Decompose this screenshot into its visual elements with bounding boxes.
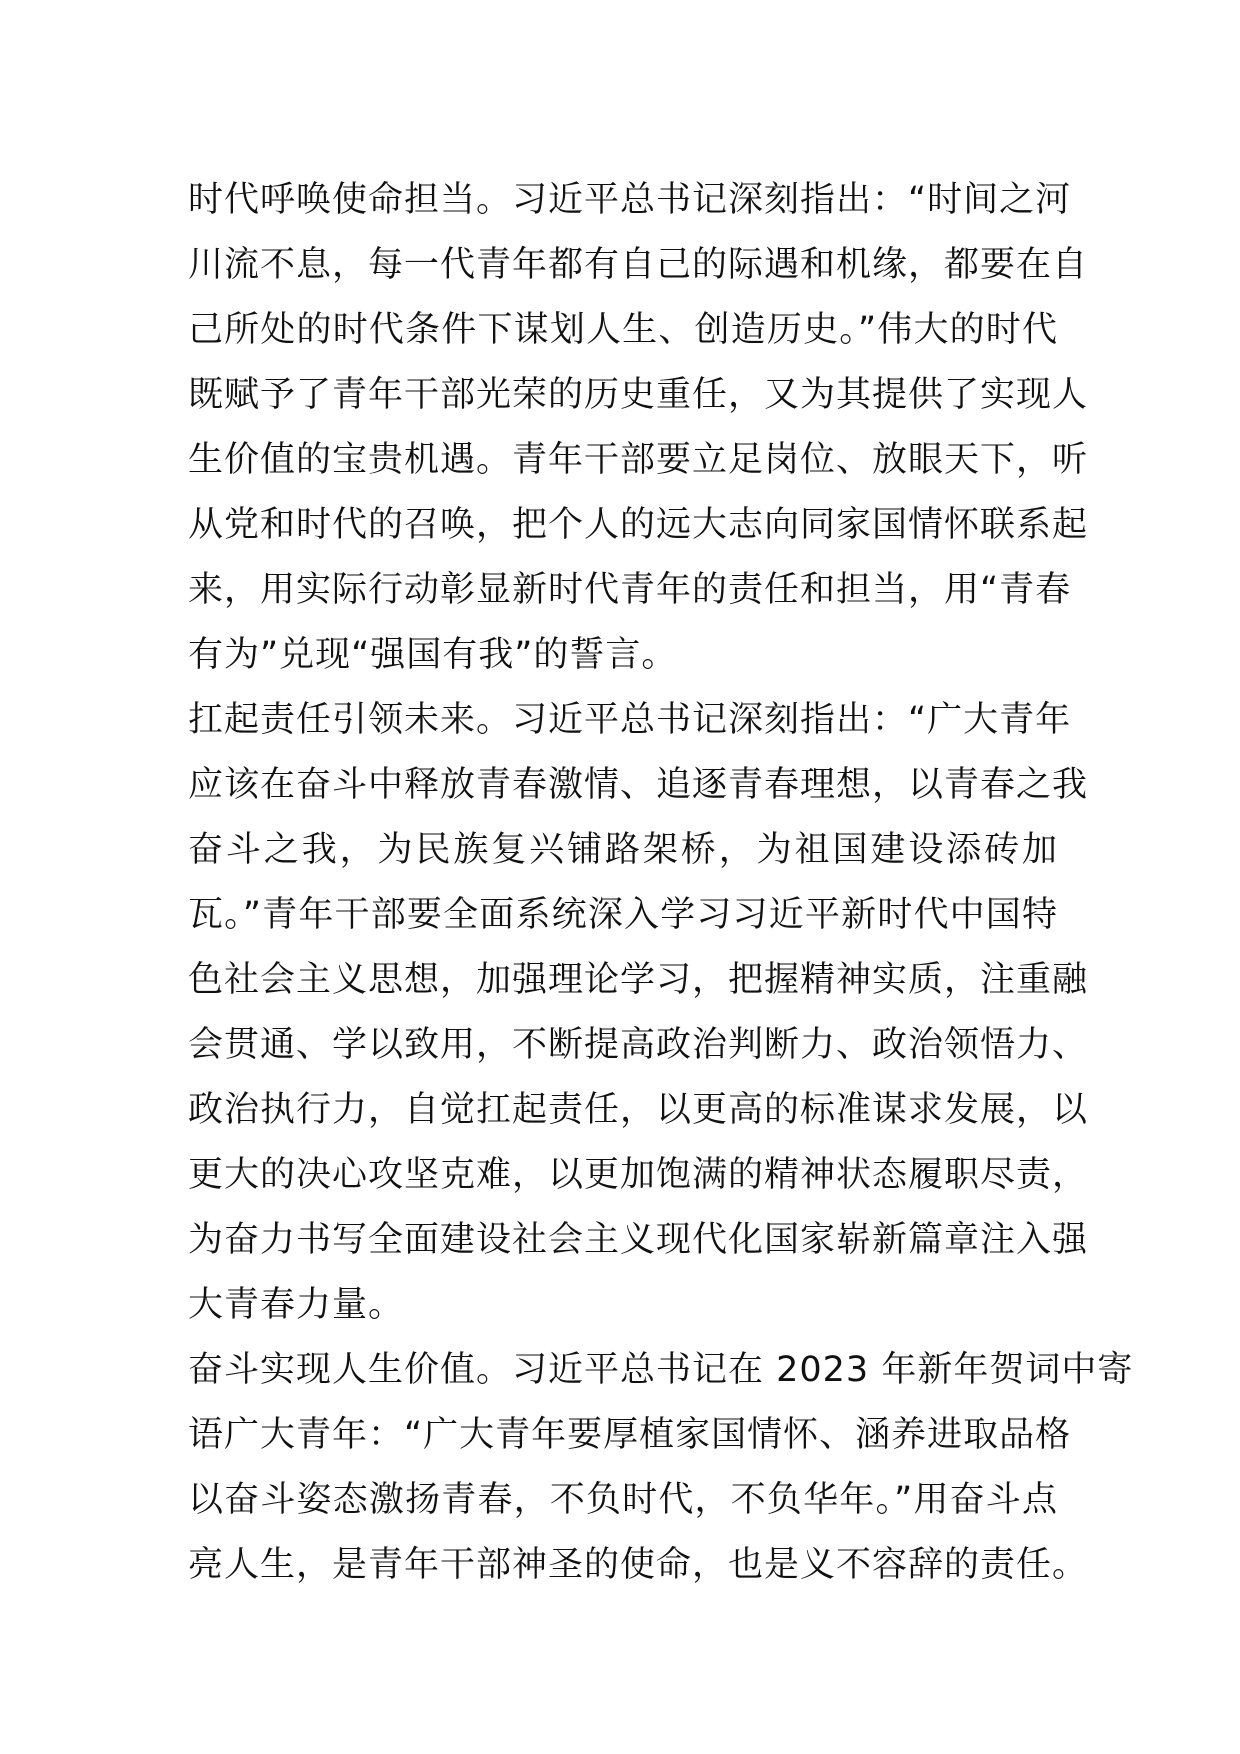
paragraph-line: 语广大青年：“广大青年要厚植家国情怀、涵养进取品格 (188, 1415, 1072, 1455)
paragraph-line: 时代呼唤使命担当。习近平总书记深刻指出：“时间之河 (188, 180, 1072, 220)
paragraph-line: 既赋予了青年干部光荣的历史重任，又为其提供了实现人 (188, 375, 1089, 415)
paragraph-line: 政治执行力，自觉扛起责任，以更高的标准谋求发展，以 (188, 1090, 1089, 1130)
paragraph-line: 应该在奋斗中释放青春激情、追逐青春理想，以青春之我 (188, 765, 1089, 805)
paragraph-line: 奋斗实现人生价值。习近平总书记在 2023 年新年贺词中寄 (188, 1350, 1134, 1390)
paragraph-line: 以奋斗姿态激扬青春，不负时代，不负华年。”用奋斗点 (188, 1480, 1058, 1520)
paragraph-line: 更大的决心攻坚克难，以更加饱满的精神状态履职尽责， (188, 1155, 1089, 1195)
paragraph-1 (188, 168, 1089, 688)
paragraph-line: 会贯通、学以致用，不断提高政治判断力、政治领悟力、 (188, 1025, 1089, 1065)
paragraph-line: 扛起责任引领未来。习近平总书记深刻指出：“广大青年 (188, 700, 1072, 740)
paragraph-3 (188, 1338, 1134, 1598)
paragraph-line: 大青春力量。 (188, 1285, 405, 1325)
paragraph-line: 为奋力书写全面建设社会主义现代化国家崭新篇章注入强 (188, 1220, 1089, 1260)
paragraph-line: 来，用实际行动彰显新时代青年的责任和担当，用“青春 (188, 570, 1072, 610)
paragraph-line: 有为”兑现“强国有我”的誓言。 (188, 635, 678, 675)
paragraph-line: 奋斗之我，为民族复兴铺路架桥，为祖国建设添砖加 (188, 830, 1058, 870)
paragraph-line: 瓦。”青年干部要全面系统深入学习习近平新时代中国特 (188, 895, 1058, 935)
paragraph-line: 川流不息，每一代青年都有自己的际遇和机缘，都要在自 (188, 245, 1089, 285)
document-body (188, 168, 1134, 1598)
paragraph-line: 生价值的宝贵机遇。青年干部要立足岗位、放眼天下，听 (188, 440, 1089, 480)
paragraph-2 (188, 688, 1089, 1338)
paragraph-line: 色社会主义思想，加强理论学习，把握精神实质，注重融 (188, 960, 1089, 1000)
paragraph-line: 从党和时代的召唤，把个人的远大志向同家国情怀联系起 (188, 505, 1089, 545)
paragraph-line: 亮人生，是青年干部神圣的使命，也是义不容辞的责任。 (188, 1545, 1089, 1585)
paragraph-line: 己所处的时代条件下谋划人生、创造历史。”伟大的时代 (188, 310, 1058, 350)
